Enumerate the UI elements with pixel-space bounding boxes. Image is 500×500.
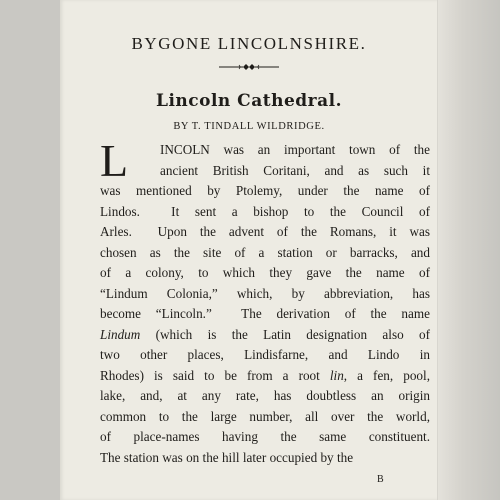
text-line: Lindos. It sent a bishop to the Council of <box>100 203 430 219</box>
text-line: of place-names having the same constituent. <box>100 429 430 444</box>
text-line: common to the large number, all over the world, <box>100 408 430 424</box>
text-line: ancient British Coritani, and as such it <box>160 162 430 178</box>
text-line: The station was on the hill later occupied by the <box>100 449 354 465</box>
text-line: chosen as the site of a station or barracks, and <box>100 244 430 260</box>
text-line: was mentioned by Ptolemy, under the name of <box>100 183 430 198</box>
flourish-rule-icon <box>60 62 438 72</box>
text-line: INCOLN was an important town of the <box>160 142 430 157</box>
running-head: BYGONE LINCOLNSHIRE. <box>131 34 367 53</box>
article-title: Lincoln Cathedral. <box>155 91 342 111</box>
page-edge <box>438 0 500 500</box>
text-line: become “Lincoln.” The derivation of the name <box>100 306 430 321</box>
byline: BY T. TINDALL WILDRIDGE. <box>173 121 325 132</box>
drop-cap: L <box>100 135 129 186</box>
italic-term: Lindum <box>100 326 141 342</box>
text-line: Arles. Upon the advent of the Romans, it was <box>100 224 430 239</box>
italic-term: lin <box>329 367 344 383</box>
body-text <box>100 135 430 468</box>
text-line: Lindum (which is the Latin designation also of <box>100 326 430 342</box>
text-line: of a colony, to which they gave the name of <box>100 265 430 280</box>
text-line: two other places, Lindisfarne, and Lindo in <box>100 347 430 362</box>
text-line: lake, and, at any rate, has doubtless an origin <box>100 388 430 403</box>
text-line: “Lindum Colonia,” which, by abbreviation, has <box>100 285 430 301</box>
book-page <box>60 0 438 500</box>
text-line: Rhodes) is said to be from a root lin, a fen, pool, <box>100 367 430 383</box>
signature-mark: B <box>377 474 385 485</box>
